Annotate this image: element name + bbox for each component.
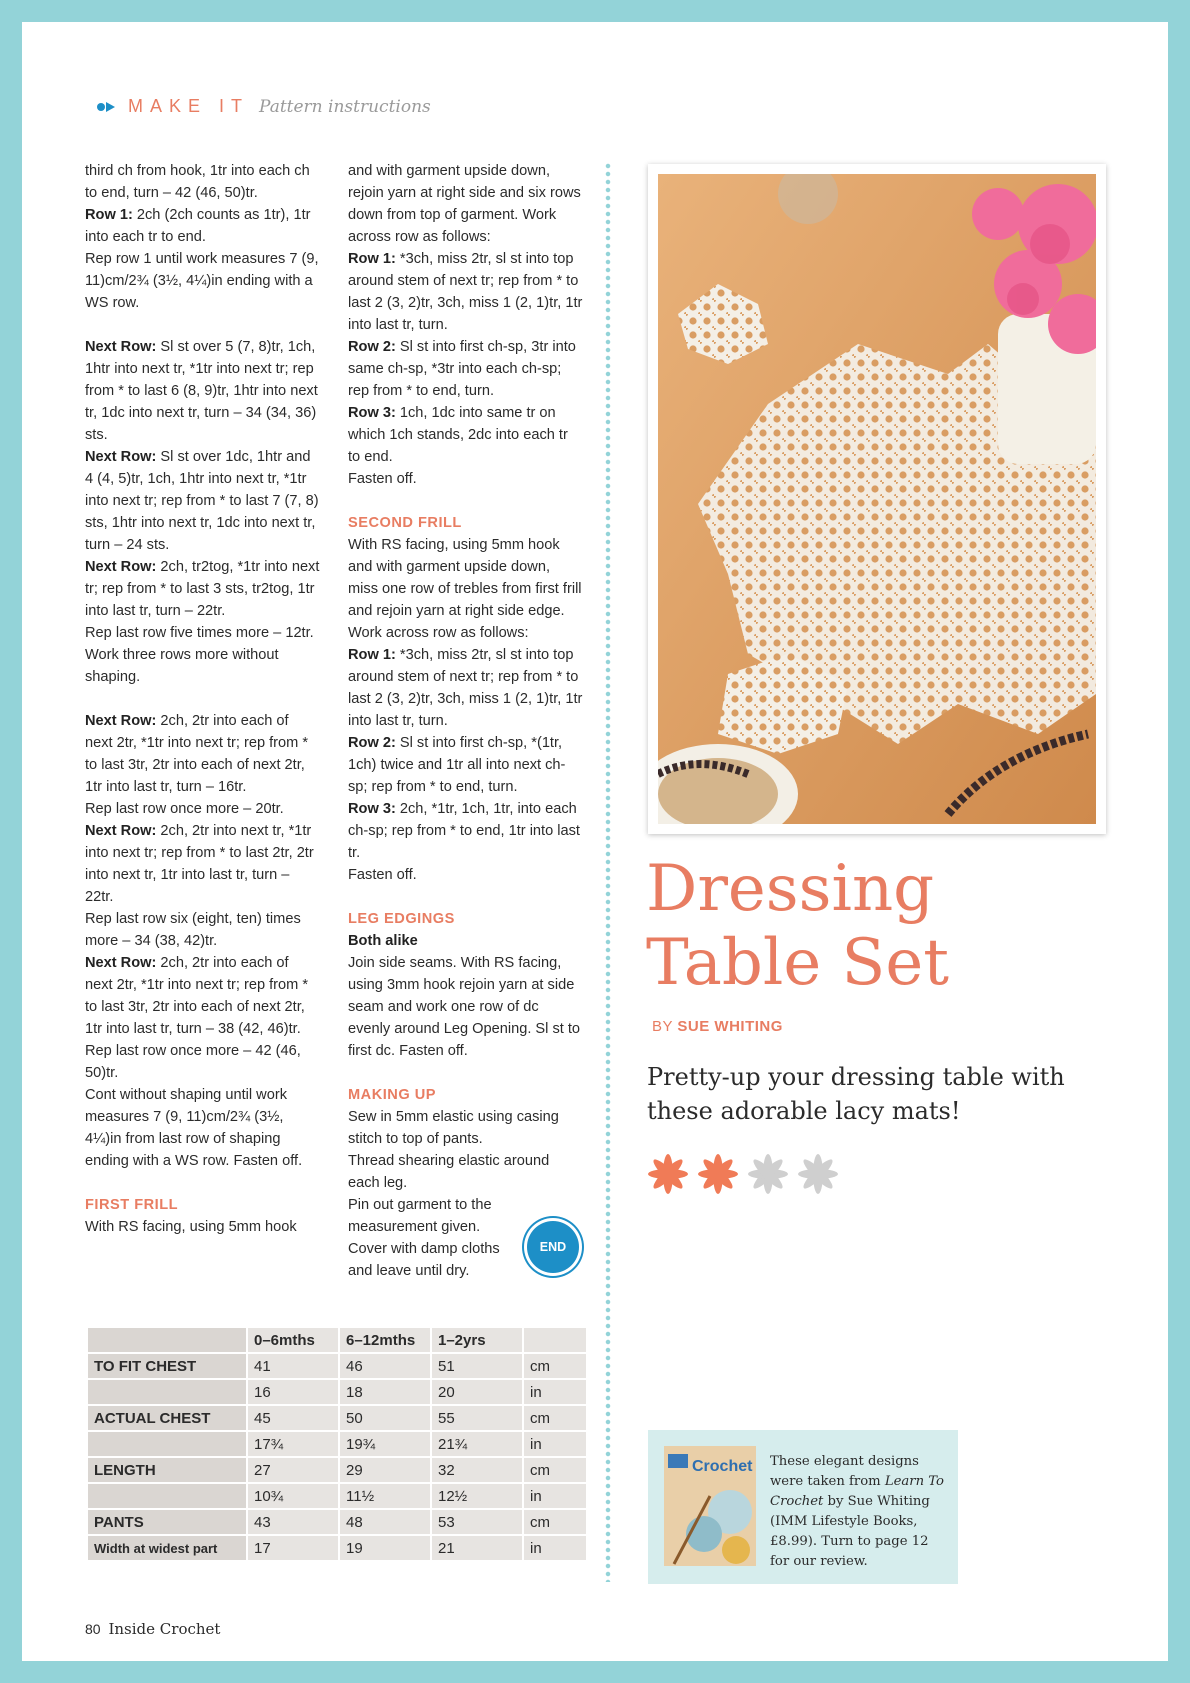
byline: BY SUE WHITING: [652, 1018, 783, 1035]
value-cell: 17: [248, 1536, 338, 1560]
section-label: MAKE IT: [128, 96, 250, 116]
instructions-column-2: [348, 160, 583, 1282]
column-divider: [604, 162, 612, 1582]
unit-cell: in: [524, 1484, 586, 1508]
paragraph: Row 2: Sl st into first ch-sp, 3tr into same ch-sp, *3tr into each ch-sp; rep from * to end, turn.: [348, 339, 576, 399]
section-heading: LEG EDGINGS: [348, 911, 455, 927]
value-cell: 0–6mths: [248, 1328, 338, 1352]
paragraph: Work three rows more without shaping.: [85, 647, 279, 685]
section-heading: FIRST FRILL: [85, 1197, 179, 1213]
book-promo: [648, 1430, 958, 1584]
star-filled-icon: [696, 1152, 740, 1196]
paragraph: Cont without shaping until work measures 7 (9, 11)cm/2¾ (3½, 4¼)in from last row of shaping ending with a WS row. Fasten off.: [85, 1087, 303, 1169]
sizes-table: [86, 1326, 588, 1562]
table-row: [88, 1536, 586, 1560]
instructions-column-1: [85, 160, 320, 1238]
value-cell: 6–12mths: [340, 1328, 430, 1352]
paragraph: Rep last row once more – 42 (46, 50)tr.: [85, 1043, 301, 1081]
paragraph: Sew in 5mm elastic using casing stitch to top of pants.: [348, 1109, 559, 1147]
paragraph: Row 3: 2ch, *1tr, 1ch, 1tr, into each ch-sp; rep from * to end, 1tr into last tr.: [348, 801, 580, 861]
photo-frame: [648, 164, 1106, 834]
end-badge: END: [524, 1218, 582, 1276]
section-heading: SECOND FRILL: [348, 515, 462, 531]
unit-cell: cm: [524, 1458, 586, 1482]
value-cell: 41: [248, 1354, 338, 1378]
paragraph: Row 1: *3ch, miss 2tr, sl st into top around stem of next tr; rep from * to last 2 (3, 2)tr, 3ch, miss 1 (2, 1)tr, 1tr into last tr, turn.: [348, 647, 583, 729]
value-cell: 17¾: [248, 1432, 338, 1456]
table-row: [88, 1406, 586, 1430]
book-promo-text: These elegant designs were taken from Learn To Crochet by Sue Whiting (IMM Lifestyle Books, £8.99). Turn to page 12 for our review.: [770, 1454, 944, 1569]
paragraph: Rep last row five times more – 12tr.: [85, 625, 314, 641]
row-label: LENGTH: [88, 1458, 246, 1482]
paragraph: Next Row: 2ch, tr2tog, *1tr into next tr; rep from * to last 3 sts, tr2tog, 1tr into last tr, turn – 22tr.: [85, 559, 320, 619]
book-cover-image: [664, 1446, 756, 1566]
table-row: [88, 1458, 586, 1482]
paragraph: and with garment upside down, rejoin yarn at right side and six rows down from top of garment. Work across row as follows:: [348, 163, 581, 245]
table-row: [88, 1510, 586, 1534]
paragraph: Next Row: 2ch, 2tr into next tr, *1tr into next tr; rep from * to last 2tr, 2tr into next tr, 1tr into last tr, turn – 22tr.: [85, 823, 314, 905]
paragraph: Thread shearing elastic around each leg.: [348, 1153, 550, 1191]
row-label: [88, 1484, 246, 1508]
value-cell: 10¾: [248, 1484, 338, 1508]
row-label: PANTS: [88, 1510, 246, 1534]
article-title: Dressing Table Set: [646, 852, 949, 1000]
row-label: Width at widest part: [88, 1536, 246, 1560]
value-cell: 29: [340, 1458, 430, 1482]
value-cell: 43: [248, 1510, 338, 1534]
page-number: 80: [85, 1621, 101, 1637]
value-cell: 11½: [340, 1484, 430, 1508]
magazine-name: Inside Crochet: [108, 1620, 221, 1638]
paragraph: Pin out garment to the measurement given.: [348, 1197, 492, 1235]
star-empty-icon: [746, 1152, 790, 1196]
value-cell: 21: [432, 1536, 522, 1560]
paragraph: Rep last row six (eight, ten) times more – 34 (38, 42)tr.: [85, 911, 301, 949]
section-heading: MAKING UP: [348, 1087, 437, 1103]
value-cell: 48: [340, 1510, 430, 1534]
paragraph: Rep last row once more – 20tr.: [85, 801, 284, 817]
paragraph: With RS facing, using 5mm hook: [85, 1219, 297, 1235]
section-header: [96, 96, 431, 117]
row-label: TO FIT CHEST: [88, 1354, 246, 1378]
table-row: [88, 1484, 586, 1508]
value-cell: 45: [248, 1406, 338, 1430]
unit-cell: in: [524, 1432, 586, 1456]
value-cell: 53: [432, 1510, 522, 1534]
arrow-icon: [96, 100, 118, 114]
paragraph: Next Row: Sl st over 5 (7, 8)tr, 1ch, 1htr into next tr, *1tr into next tr; rep from * to last 6 (8, 9)tr, 1htr into next tr, 1dc into next tr, turn – 34 (34, 36) sts.: [85, 339, 318, 443]
row-label: [88, 1432, 246, 1456]
table-row: [88, 1432, 586, 1456]
value-cell: 46: [340, 1354, 430, 1378]
paragraph: Row 1: 2ch (2ch counts as 1tr), 1tr into each tr to end.: [85, 207, 311, 245]
value-cell: 27: [248, 1458, 338, 1482]
paragraph: Row 1: *3ch, miss 2tr, sl st into top around stem of next tr; rep from * to last 2 (3, 2)tr, 3ch, miss 1 (2, 1)tr, 1tr into last tr, turn.: [348, 251, 583, 333]
book-cover-label: Crochet: [692, 1458, 753, 1475]
value-cell: 19: [340, 1536, 430, 1560]
row-label: [88, 1380, 246, 1404]
table-row: [88, 1380, 586, 1404]
star-filled-icon: [646, 1152, 690, 1196]
value-cell: 32: [432, 1458, 522, 1482]
value-cell: 1–2yrs: [432, 1328, 522, 1352]
value-cell: 51: [432, 1354, 522, 1378]
paragraph: Rep row 1 until work measures 7 (9, 11)cm/2¾ (3½, 4¼)in ending with a WS row.: [85, 251, 319, 311]
value-cell: 19¾: [340, 1432, 430, 1456]
paragraph: Row 2: Sl st into first ch-sp, *(1tr, 1ch) twice and 1tr all into next ch-sp; rep from * to end, turn.: [348, 735, 566, 795]
paragraph: Fasten off.: [348, 867, 417, 883]
paragraph: Row 3: 1ch, 1dc into same tr on which 1ch stands, 2dc into each tr to end.: [348, 405, 568, 465]
value-cell: 21¾: [432, 1432, 522, 1456]
unit-cell: cm: [524, 1510, 586, 1534]
unit-cell: cm: [524, 1406, 586, 1430]
paragraph: With RS facing, using 5mm hook and with garment upside down, miss one row of trebles from first frill and rejoin yarn at right side edge. Work across row as follows:: [348, 537, 582, 641]
section-sublabel: Pattern instructions: [259, 96, 431, 117]
paragraph: Next Row: Sl st over 1dc, 1htr and 4 (4, 5)tr, 1ch, 1htr into next tr, *1tr into next tr; rep from * to last 7 (7, 8) sts, 1htr into next tr, 1dc into next tr, turn – 24 sts.: [85, 449, 319, 553]
unit-cell: in: [524, 1536, 586, 1560]
value-cell: 20: [432, 1380, 522, 1404]
doily-photo: [658, 174, 1096, 824]
paragraph: Next Row: 2ch, 2tr into each of next 2tr, *1tr into next tr; rep from * to last 3tr, 2tr into each of next 2tr, 1tr into last tr, turn – 16tr.: [85, 713, 309, 795]
star-empty-icon: [796, 1152, 840, 1196]
paragraph: Join side seams. With RS facing, using 3mm hook rejoin yarn at side seam and work one row of dc evenly around Leg Opening. Sl st to first dc. Fasten off.: [348, 955, 581, 1059]
unit-cell: cm: [524, 1354, 586, 1378]
row-label: ACTUAL CHEST: [88, 1406, 246, 1430]
value-cell: 50: [340, 1406, 430, 1430]
intro-text: Pretty-up your dressing table with these adorable lacy mats!: [647, 1063, 1065, 1125]
subheading: Both alike: [348, 933, 418, 949]
value-cell: 16: [248, 1380, 338, 1404]
difficulty-rating: [646, 1152, 840, 1196]
value-cell: 12½: [432, 1484, 522, 1508]
paragraph: Next Row: 2ch, 2tr into each of next 2tr, *1tr into next tr; rep from * to last 3tr, 2tr into each of next 2tr, 1tr into last tr, turn – 38 (42, 46)tr.: [85, 955, 309, 1037]
paragraph: Cover with damp cloths and leave until dry.: [348, 1241, 500, 1279]
page-footer: [85, 1620, 220, 1638]
table-row: [88, 1354, 586, 1378]
paragraph: third ch from hook, 1tr into each ch to end, turn – 42 (46, 50)tr.: [85, 163, 310, 201]
row-label: [88, 1328, 246, 1352]
unit-cell: in: [524, 1380, 586, 1404]
paragraph: Fasten off.: [348, 471, 417, 487]
value-cell: 18: [340, 1380, 430, 1404]
value-cell: 55: [432, 1406, 522, 1430]
table-header-row: [88, 1328, 586, 1352]
doily-illustration: [658, 174, 1096, 824]
unit-cell: [524, 1328, 586, 1352]
